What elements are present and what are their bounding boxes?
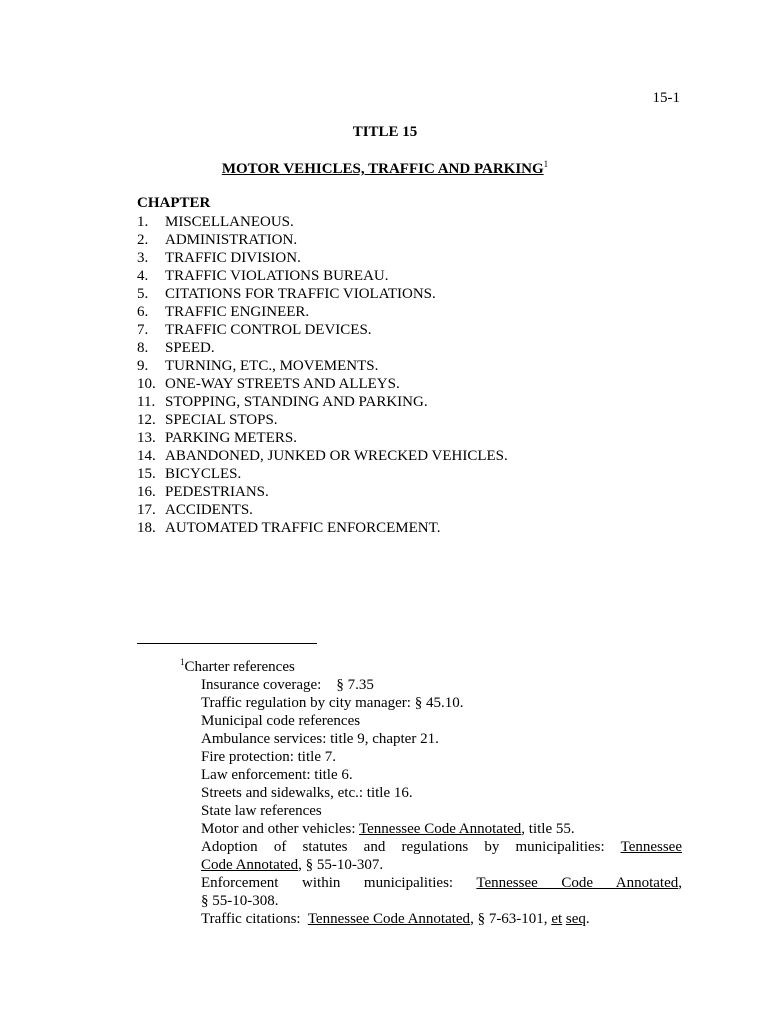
seq-text: seq (565, 911, 586, 927)
footnote-line-motor-vehicles (201, 820, 682, 838)
code-citation-link[interactable]: Code Annotated (201, 857, 299, 873)
footnote-line-insurance: Insurance coverage: § 7.35 (201, 677, 374, 693)
chapter-label: PARKING METERS. (165, 430, 297, 446)
footnote-line-citations (201, 910, 682, 928)
footnote-mark: 1 (180, 657, 185, 667)
footnote-line-adoption-cont (201, 856, 682, 874)
chapter-number: 16. (137, 484, 156, 500)
chapter-number: 5. (137, 286, 149, 302)
chapter-item (137, 411, 508, 429)
footnote-line-fire: Fire protection: title 7. (201, 749, 336, 765)
chapter-number: 18. (137, 520, 156, 536)
chapter-item (137, 429, 508, 447)
footnote-line-ambulance: Ambulance services: title 9, chapter 21. (201, 731, 439, 747)
footnote-reference-mark[interactable]: 1 (543, 159, 549, 169)
chapter-label: TURNING, ETC., MOVEMENTS. (165, 358, 379, 374)
chapter-number: 7. (137, 322, 149, 338)
chapter-item (137, 465, 508, 483)
citations-text: Traffic citations: (201, 911, 308, 927)
chapter-item (137, 393, 508, 411)
motor-vehicles-suffix: , title 55. (521, 821, 575, 837)
chapter-number: 6. (137, 304, 149, 320)
footnote-line-enforcement (201, 874, 682, 892)
enforcement-suffix: , (678, 875, 682, 891)
chapter-label: TRAFFIC CONTROL DEVICES. (165, 322, 372, 338)
chapter-label: SPECIAL STOPS. (165, 412, 278, 428)
chapter-item (137, 375, 508, 393)
page-number: 15-1 (652, 90, 680, 106)
footnote-line-streets: Streets and sidewalks, etc.: title 16. (201, 785, 413, 801)
code-citation-link[interactable]: Tennessee (620, 839, 682, 855)
chapter-label: SPEED. (165, 340, 215, 356)
chapter-number: 3. (137, 250, 149, 266)
chapter-number: 10. (137, 376, 156, 392)
chapter-item (137, 339, 508, 357)
chapter-heading: CHAPTER (137, 195, 211, 211)
code-citation-link[interactable]: Tennessee Code Annotated (359, 821, 522, 837)
motor-vehicles-text: Motor and other vehicles: (201, 821, 360, 837)
charter-references-heading: Charter references (184, 659, 295, 675)
chapter-number: 13. (137, 430, 156, 446)
chapter-label: CITATIONS FOR TRAFFIC VIOLATIONS. (165, 286, 436, 302)
chapter-item (137, 231, 508, 249)
chapter-item (137, 519, 508, 537)
enforcement-text: Enforcement within municipalities: (201, 875, 454, 891)
citations-mid: , § 7-63-101, (470, 911, 552, 927)
state-law-heading: State law references (201, 803, 322, 819)
chapter-item (137, 501, 508, 519)
chapter-item (137, 285, 508, 303)
footnote-block (180, 658, 682, 928)
chapter-label: ACCIDENTS. (165, 502, 253, 518)
chapter-label: TRAFFIC VIOLATIONS BUREAU. (165, 268, 389, 284)
chapter-number: 11. (137, 394, 156, 410)
footnote-line-enforcement-cont: § 55-10-308. (201, 893, 279, 909)
chapter-list (137, 213, 508, 537)
citations-period: . (585, 911, 590, 927)
chapter-item (137, 303, 508, 321)
municipal-code-heading: Municipal code references (201, 713, 361, 729)
chapter-label: ABANDONED, JUNKED OR WRECKED VEHICLES. (165, 448, 508, 464)
code-citation-link[interactable]: Tennessee Code Annotated (307, 911, 471, 927)
subtitle-text: MOTOR VEHICLES, TRAFFIC AND PARKING (221, 161, 544, 177)
adoption-suffix: , § 55-10-307. (298, 857, 384, 873)
chapter-number: 12. (137, 412, 156, 428)
chapter-item (137, 321, 508, 339)
chapter-number: 2. (137, 232, 149, 248)
code-citation-link[interactable]: Tennessee Code Annotated (476, 875, 679, 891)
chapter-item (137, 357, 508, 375)
chapter-label: ADMINISTRATION. (165, 232, 298, 248)
subtitle-heading (0, 161, 770, 178)
chapter-label: TRAFFIC ENGINEER. (165, 304, 310, 320)
chapter-item (137, 213, 508, 231)
title-heading: TITLE 15 (352, 124, 418, 140)
chapter-number: 14. (137, 448, 156, 464)
chapter-label: TRAFFIC DIVISION. (165, 250, 301, 266)
footnote-line-law: Law enforcement: title 6. (201, 767, 353, 783)
chapter-item (137, 447, 508, 465)
chapter-label: BICYCLES. (165, 466, 242, 482)
et-text: et (551, 911, 563, 927)
footnote-divider (137, 643, 317, 644)
chapter-label: MISCELLANEOUS. (165, 214, 294, 230)
chapter-item (137, 267, 508, 285)
chapter-number: 8. (137, 340, 149, 356)
chapter-number: 15. (137, 466, 156, 482)
chapter-number: 1. (137, 214, 149, 230)
chapter-label: AUTOMATED TRAFFIC ENFORCEMENT. (165, 520, 441, 536)
footnote-line-adoption (201, 838, 682, 856)
chapter-number: 9. (137, 358, 149, 374)
chapter-label: PEDESTRIANS. (165, 484, 269, 500)
adoption-text: Adoption of statutes and regulations by municipalities: (201, 839, 605, 855)
footnote-line-traffic-regulation: Traffic regulation by city manager: § 45.10. (201, 695, 464, 711)
footnote-body (180, 676, 682, 928)
chapter-item (137, 249, 508, 267)
chapter-number: 4. (137, 268, 149, 284)
footnote-heading (180, 658, 682, 676)
chapter-item (137, 483, 508, 501)
chapter-label: STOPPING, STANDING AND PARKING. (165, 394, 428, 410)
chapter-label: ONE-WAY STREETS AND ALLEYS. (165, 376, 400, 392)
chapter-number: 17. (137, 502, 156, 518)
